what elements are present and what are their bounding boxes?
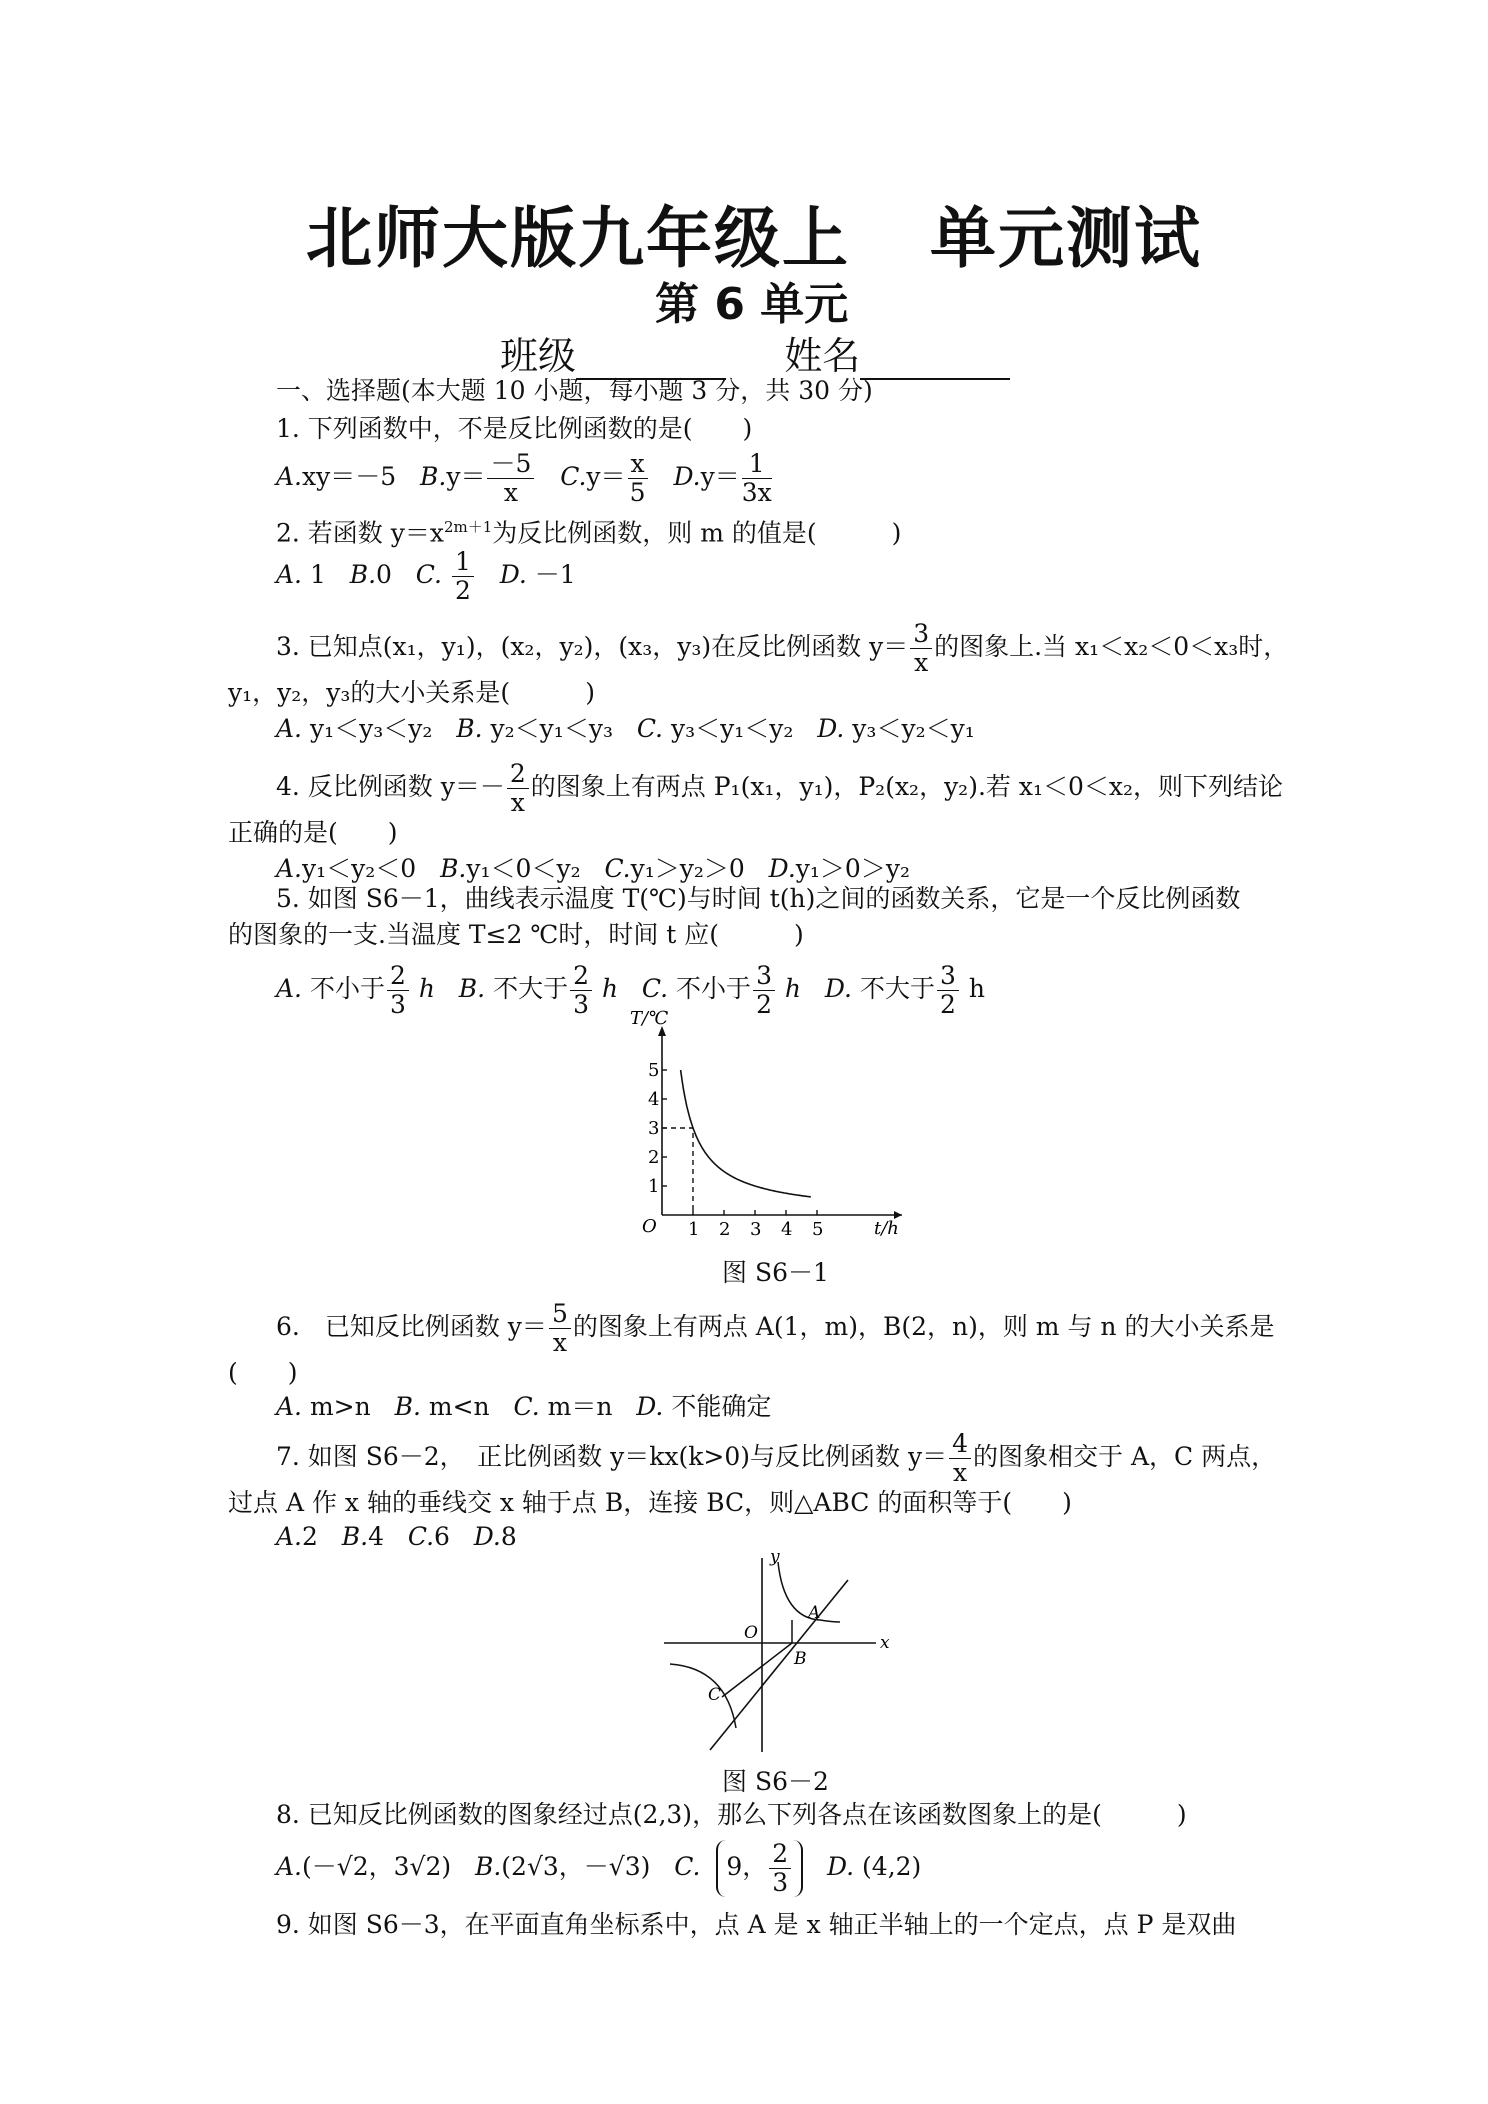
- dashed-guide: [662, 1128, 693, 1215]
- q2-stem: 2. 若函数 $y=x^{2m+1}$为反比例函数，则 m 的值是( ): [276, 518, 902, 548]
- name-blank[interactable]: [860, 344, 1010, 380]
- x-tick-label: 1: [688, 1219, 700, 1240]
- x-tick-label: 2: [719, 1219, 731, 1240]
- q1-stem: 1. 下列函数中，不是反比例函数的是( ): [276, 414, 753, 443]
- inverse-curve: [681, 1070, 811, 1197]
- x-tick-label: 3: [750, 1219, 762, 1240]
- section-heading: 一、选择题(本大题 10 小题，每小题 3 分，共 30 分): [276, 376, 873, 405]
- x-axis-label: t/h: [874, 1218, 899, 1239]
- figure-s6-2: [660, 1547, 900, 1762]
- q8-options: A.(－√2，3√2) B.(2√3，－√3) C. 9， $\frac{2}{3}$ D. (4,2): [276, 1839, 922, 1897]
- q4-stem-line2: 正确的是( ): [228, 818, 398, 847]
- point-c-label: C: [708, 1685, 722, 1705]
- y-label: y: [770, 1547, 780, 1567]
- x-label: x: [880, 1633, 890, 1653]
- figure-s6-1-caption: 图 S6－1: [722, 1258, 829, 1287]
- proportional-line: [710, 1580, 848, 1750]
- x-tick-label: 5: [812, 1219, 824, 1240]
- q8-stem: 8. 已知反比例函数的图象经过点(2,3)，那么下列各点在该函数图象上的是( ): [276, 1800, 1187, 1829]
- origin-label: O: [744, 1623, 758, 1643]
- figure-s6-1: [630, 1000, 910, 1250]
- class-name-line: 班级 姓名: [500, 325, 1010, 380]
- q2-options: A. 1 B.0 C. $\frac{1}{2}$ D. －1: [276, 547, 576, 605]
- y-tick-label: 1: [648, 1176, 660, 1197]
- origin-label: O: [642, 1216, 657, 1237]
- unit-subtitle: 第 6 单元: [655, 279, 849, 330]
- q1-options: A.xy＝－5 B.y＝ $\frac{-5}{x}$ C.y＝ $\frac{x}{5}$ D.y＝ $\frac{1}{3x}$: [276, 449, 772, 507]
- q4-options: A.y₁＜y₂＜0 B.y₁＜0＜y₂ C.y₁＞y₂＞0 D.y₁＞0＞y₂: [276, 854, 910, 883]
- q4-stem: 4. 反比例函数 y＝－ $\frac{2}{x}$ 的图象上有两点 P₁(x₁，y₁)，P₂(x₂，y₂).若 x₁＜0＜x₂，则下列结论: [276, 759, 1284, 817]
- q5-options: A. 不小于 $\frac{2}{3}$ h B. 不大于 $\frac{2}{3}$ h C. 不小于 $\frac{3}{2}$ h D. 不大于 $\frac{3}{2}$ h: [276, 961, 985, 1019]
- q5-stem-line2: 的图象的一支.当温度 T≤2 ℃时，时间 t 应( ): [228, 920, 804, 949]
- page-title: 北师大版九年级上 单元测试: [306, 200, 1202, 277]
- y-tick-label: 2: [648, 1147, 660, 1168]
- y-tick-label: 3: [648, 1118, 660, 1139]
- y-axis-label: T/℃: [630, 1008, 669, 1029]
- figure-s6-2-caption: 图 S6－2: [722, 1767, 829, 1796]
- y-tick-label: 5: [648, 1060, 660, 1081]
- q9-stem: 9. 如图 S6－3，在平面直角坐标系中，点 A 是 x 轴正半轴上的一个定点，点 P 是双曲: [276, 1910, 1237, 1939]
- x-tick-label: 4: [781, 1219, 793, 1240]
- segment-bc: [722, 1643, 792, 1697]
- q6-options: A. m>n B. m<n C. m＝n D. 不能确定: [276, 1392, 772, 1421]
- q3-stem: 3. 已知点(x₁，y₁)，(x₂，y₂)，(x₃，y₃)在反比例函数 y＝ $\frac{3}{x}$ 的图象上.当 x₁＜x₂＜0＜x₃时，: [276, 619, 1289, 677]
- q5-stem: 5. 如图 S6－1，曲线表示温度 T(℃)与时间 t(h)之间的函数关系，它是一个反比例函数: [276, 884, 1241, 913]
- hyperbola-branch-2: [670, 1664, 736, 1728]
- q7-stem-line2: 过点 A 作 x 轴的垂线交 x 轴于点 B，连接 BC，则△ABC 的面积等于( ): [228, 1488, 1072, 1517]
- y-tick-label: 4: [648, 1089, 660, 1110]
- q7-options: A.2 B.4 C.6 D.8: [276, 1522, 517, 1551]
- q3-options: A. y₁＜y₃＜y₂ B. y₂＜y₁＜y₃ C. y₃＜y₁＜y₂ D. y₃＜y₂＜y₁: [276, 714, 975, 743]
- q6-stem-line2: ( ): [228, 1358, 298, 1387]
- q3-stem-line2: y₁，y₂，y₃的大小关系是( ): [228, 678, 595, 707]
- point-b-label: B: [794, 1649, 807, 1669]
- q6-stem: 6. 已知反比例函数 y＝ $\frac{5}{x}$ 的图象上有两点 A(1，m)，B(2，n)，则 m 与 n 的大小关系是: [276, 1299, 1275, 1357]
- point-a-label: A: [808, 1603, 821, 1623]
- q7-stem: 7. 如图 S6－2， 正比例函数 y＝kx(k>0)与反比例函数 y＝ $\frac{4}{x}$ 的图象相交于 A，C 两点，: [276, 1429, 1277, 1487]
